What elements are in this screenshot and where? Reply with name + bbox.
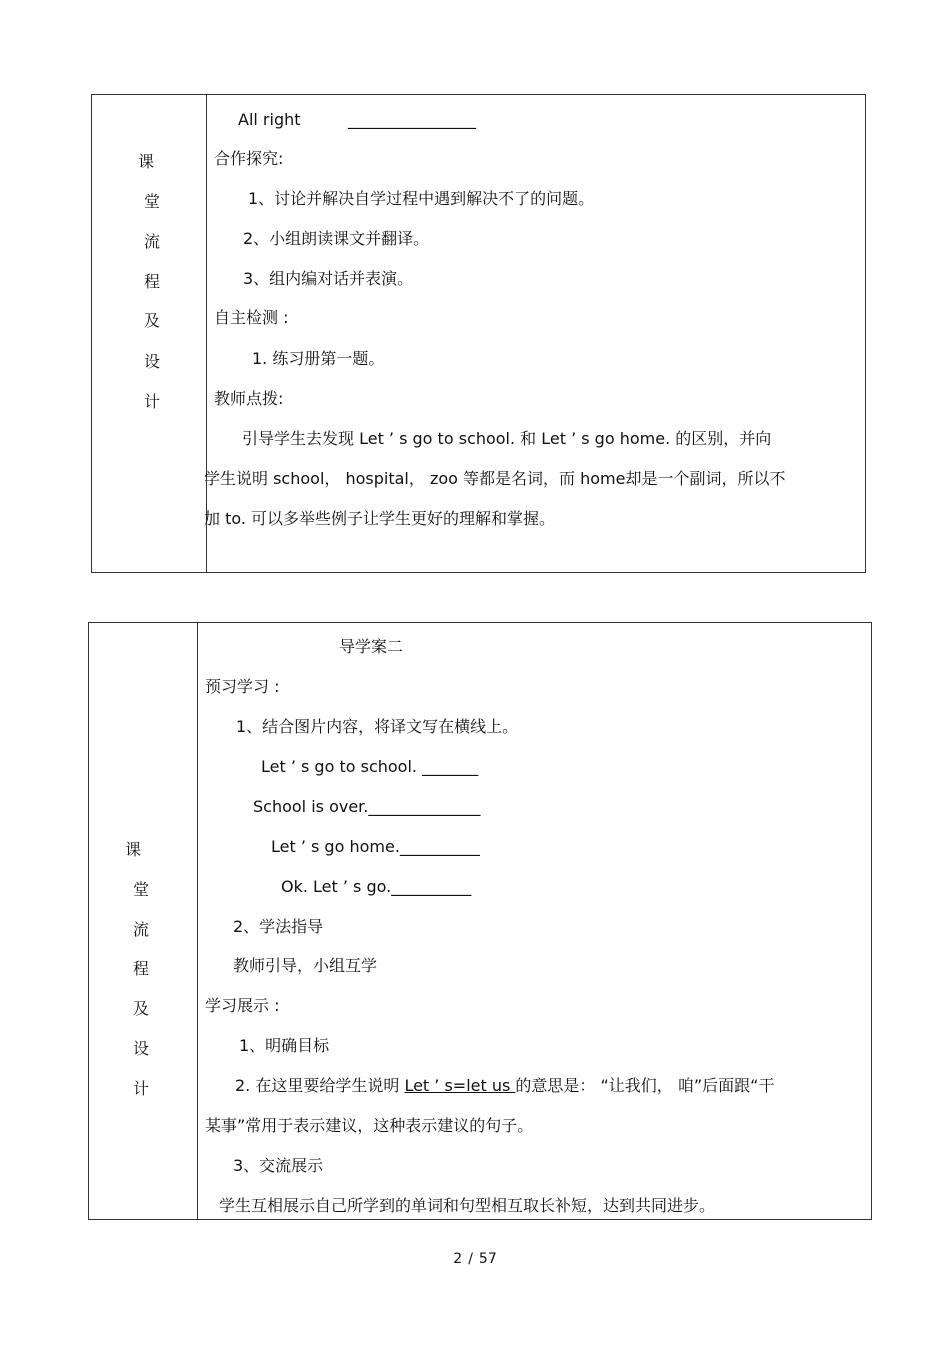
vertical-label-char: 堂 (132, 880, 149, 899)
lesson-table-1 (91, 94, 866, 573)
sentence-line: Let ’ s go home.__________ (271, 837, 480, 856)
section-heading-selfcheck: 自主检测 : (214, 308, 289, 327)
paragraph-line: 某事”常用于表示建议，这种表示建议的句子。 (205, 1116, 534, 1135)
underlined-phrase: Let ’ s=let us (404, 1076, 516, 1095)
sentence-line: Let ’ s go to school. _______ (261, 757, 479, 776)
paragraph-line: 学生互相展示自己所学到的单词和句型相互取长补短，达到共同进步。 (219, 1196, 716, 1215)
column-divider (197, 623, 198, 1219)
paragraph-text: 的意思是： “让我们， 咱”后面跟“干 (515, 1076, 775, 1095)
vertical-label-char: 计 (143, 392, 160, 411)
paragraph-line: 加 to. 可以多举些例子让学生更好的理解和掌握。 (204, 509, 556, 528)
page-number (0, 1251, 950, 1267)
vertical-label-char: 流 (132, 920, 149, 939)
vertical-label-char: 流 (143, 232, 160, 251)
sentence-line: Ok. Let ’ s go.__________ (281, 877, 472, 896)
list-item: 2、小组朗读课文并翻译。 (243, 229, 430, 248)
vertical-label-char: 堂 (143, 192, 160, 211)
list-item: 3、交流展示 (233, 1156, 324, 1175)
all-right-text: All right (238, 110, 301, 129)
section-heading-cooperate: 合作探究: (214, 149, 284, 168)
total-pages: 57 (478, 1251, 497, 1267)
vertical-label-char: 程 (132, 959, 149, 978)
section-heading-show: 学习展示 : (205, 996, 280, 1015)
current-page: 2 (453, 1251, 463, 1267)
vertical-label-char: 程 (143, 272, 160, 291)
lesson-table-2 (88, 622, 872, 1220)
vertical-label-char: 课 (124, 840, 141, 859)
sentence-line: School is over.______________ (253, 797, 481, 816)
list-item: 1、结合图片内容，将译文写在横线上。 (236, 717, 519, 736)
list-item: 1、讨论并解决自学过程中遇到解决不了的问题。 (248, 189, 595, 208)
all-right-blank: ________________ (348, 110, 476, 129)
paragraph-line (235, 1076, 774, 1096)
section-heading-teacher: 教师点拨: (214, 389, 284, 408)
vertical-label-char: 课 (137, 152, 154, 171)
paragraph-text: 2. 在这里要给学生说明 (235, 1076, 405, 1095)
list-item: 2、学法指导 (233, 917, 324, 936)
section-title: 导学案二 (339, 637, 404, 656)
paragraph-line: 学生说明 school， hospital， zoo 等都是名词，而 home却是一个副词，所以不 (204, 469, 786, 488)
section-heading-preview: 预习学习 : (205, 677, 280, 696)
vertical-label-char: 及 (143, 311, 160, 330)
column-divider (206, 95, 207, 572)
list-item: 1、明确目标 (239, 1036, 330, 1055)
list-item: 3、组内编对话并表演。 (243, 269, 414, 288)
list-item: 1. 练习册第一题。 (252, 349, 385, 368)
list-item: 教师引导，小组互学 (233, 956, 378, 975)
vertical-label-char: 计 (132, 1079, 149, 1098)
paragraph-line: 引导学生去发现 Let ’ s go to school. 和 Let ’ s go home. 的区别，并向 (242, 429, 772, 448)
vertical-label-char: 设 (132, 1039, 149, 1058)
vertical-label-char: 及 (132, 999, 149, 1018)
vertical-label-char: 设 (143, 352, 160, 371)
page-separator: / (468, 1251, 473, 1267)
